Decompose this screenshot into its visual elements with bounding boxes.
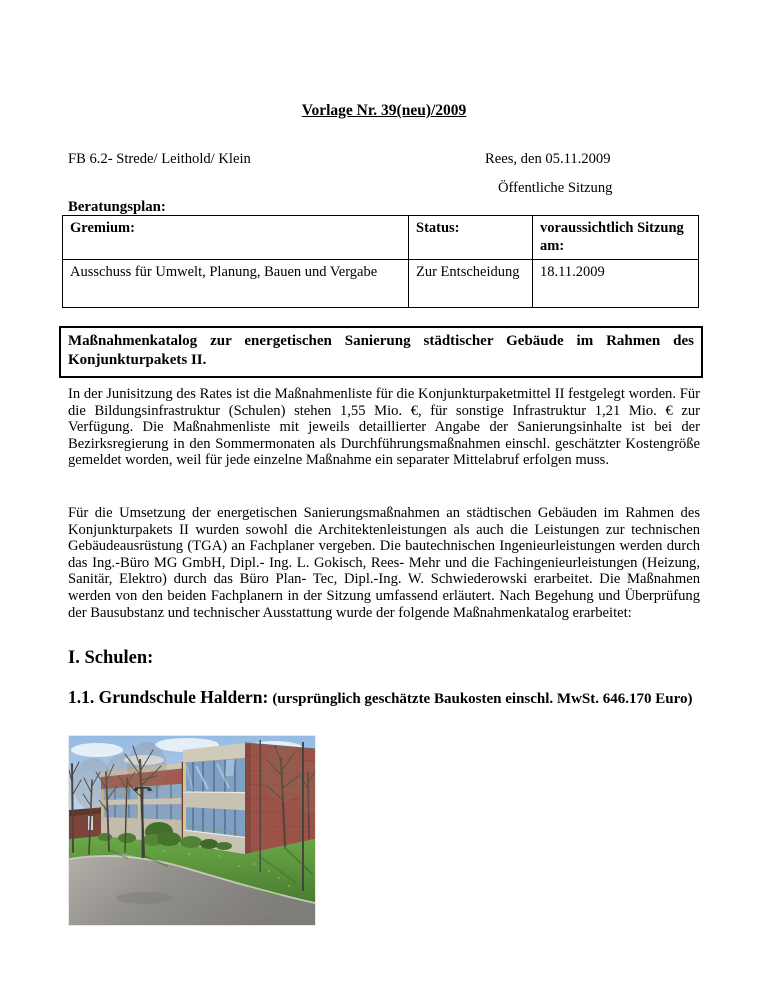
grundschule-haldern-photo <box>69 736 315 925</box>
subsection-note: (ursprünglich geschätzte Baukosten einschl. MwSt. 646.170 Euro) <box>272 691 693 707</box>
author-line: FB 6.2- Strede/ Leithold/ Klein <box>68 151 251 167</box>
subsection-title: 1.1. Grundschule Haldern: <box>68 687 269 707</box>
section-heading-schulen: I. Schulen: <box>68 648 154 668</box>
doc-title: Vorlage Nr. 39(neu)/2009 <box>301 102 467 119</box>
session-type-line: Öffentliche Sitzung <box>498 180 613 196</box>
consultation-plan-table <box>62 215 699 308</box>
cell-gremium: Ausschuss für Umwelt, Planung, Bauen und Vergabe <box>63 260 409 308</box>
place-date-line: Rees, den 05.11.2009 <box>485 151 611 167</box>
cell-date: 18.11.2009 <box>533 260 699 308</box>
col-header-status: Status: <box>409 216 533 260</box>
subsection-heading <box>68 689 700 708</box>
cell-status: Zur Entscheidung <box>409 260 533 308</box>
col-header-gremium: Gremium: <box>63 216 409 260</box>
school-building-illustration <box>69 736 315 925</box>
consultation-plan-label: Beratungsplan: <box>68 199 166 215</box>
paragraph-1: In der Junisitzung des Rates ist die Maßnahmenliste für die Konjunkturpaketmittel II festgelegt worden. Für die Bildungsinfrastruktur (Schulen) stehen 1,55 Mio. €, für sonstige Infrastruktur 1,21 Mio. € zur Verfügung. Die Maßnahmenliste mit jeweils detaillierter Angabe der Sanierungsinhalte ist bei der Bezirksregierung in den Sommermonaten als Durchführungsmaßnahmen einschl. geschätzter Kostengröße gemeldet worden, weil für jede einzelne Maßnahme ein separater Mittelabruf erfolgen muss. <box>68 386 700 469</box>
paragraph-2: Für die Umsetzung der energetischen Sanierungsmaßnahmen an städtischen Gebäuden im Rahmen des Konjunkturpakets II wurden sowohl die Architektenleistungen als auch die Leistungen zur technischen Gebäudeausrüstung (TGA) an Fachplaner vergeben. Die bautechnischen Ingenieurleistungen werden durch das Ing.-Büro MG GmbH, Dipl.- Ing. L. Gokisch, Rees- Mehr und die Fachingenieurleistungen (Heizung, Sanitär, Elektro) durch das Büro Plan- Tec, Dipl.-Ing. W. Schwiederowski erarbeitet. Die Maßnahmen werden von den beiden Fachplanern in der Sitzung umfassend erläutert. Nach Begehung und Überprüfung der Bausubstanz und technischer Ausstattung wurde der folgende Maßnahmenkatalog erarbeitet: <box>68 505 700 621</box>
col-header-sitzung-am: voraussichtlich Sitzung am: <box>533 216 699 260</box>
table-header-row <box>63 216 699 260</box>
table-row <box>63 260 699 308</box>
subject-box: Maßnahmenkatalog zur energetischen Sanierung städtischer Gebäude im Rahmen des Konjunkturpakets II. <box>59 326 703 378</box>
